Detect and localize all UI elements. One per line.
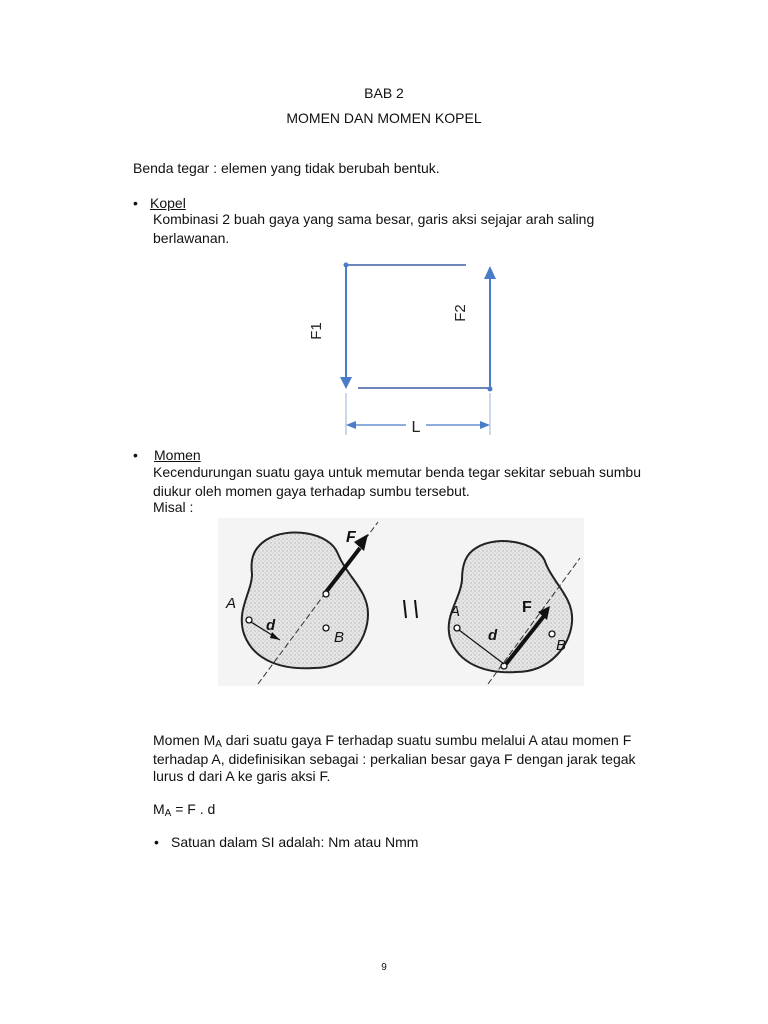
bottom-right-point bbox=[488, 387, 493, 392]
kopel-description-line2: berlawanan. bbox=[153, 230, 230, 246]
momen-bullet: • bbox=[133, 447, 138, 463]
left-force-label: F bbox=[346, 529, 356, 546]
right-force-label: F bbox=[522, 599, 532, 616]
moment-def-pre: Momen M bbox=[153, 732, 216, 748]
top-left-point bbox=[344, 263, 349, 268]
dim-left-arrowhead bbox=[346, 421, 356, 429]
f1-label: F1 bbox=[308, 322, 325, 340]
si-unit-note: Satuan dalam SI adalah: Nm atau Nmm bbox=[171, 834, 419, 850]
moment-def-sub: A bbox=[215, 739, 222, 750]
f1-arrowhead bbox=[340, 377, 352, 389]
couple-diagram bbox=[300, 255, 510, 440]
moment-def-post: dari suatu gaya F terhadap suatu sumbu melalui A atau momen F bbox=[221, 732, 632, 748]
f2-arrowhead bbox=[484, 266, 496, 279]
dim-right-arrowhead bbox=[480, 421, 490, 429]
right-label-d: d bbox=[488, 627, 498, 644]
moment-definition-line2: terhadap A, didefinisikan sebagai : perkalian besar gaya F dengan jarak tegak bbox=[153, 751, 636, 767]
moment-definition-line3: lurus d dari A ke garis aksi F. bbox=[153, 768, 331, 784]
length-label: L bbox=[411, 419, 421, 436]
f2-label: F2 bbox=[452, 304, 469, 322]
formula-sub: A bbox=[164, 808, 172, 819]
unit-bullet: • bbox=[154, 834, 159, 850]
left-label-a: A bbox=[226, 595, 237, 612]
momen-heading-text: Momen bbox=[154, 447, 201, 463]
chapter-title: MOMEN DAN MOMEN KOPEL bbox=[286, 110, 482, 126]
page-number: 9 bbox=[381, 962, 387, 973]
chapter-label: BAB 2 bbox=[364, 85, 404, 101]
right-label-a: A bbox=[450, 603, 461, 620]
kopel-heading-text: Kopel bbox=[150, 195, 186, 211]
kopel-description-line1: Kombinasi 2 buah gaya yang sama besar, garis aksi sejajar arah saling bbox=[153, 211, 595, 227]
right-label-b: B bbox=[556, 637, 567, 654]
misal-label: Misal : bbox=[153, 499, 194, 515]
formula-post: = F . d bbox=[171, 801, 216, 817]
momen-description-line1: Kecendurungan suatu gaya untuk memutar benda tegar sekitar sebuah sumbu bbox=[153, 464, 641, 480]
momen-description-line2: diukur oleh momen gaya terhadap sumbu tersebut. bbox=[153, 483, 470, 499]
moment-formula bbox=[153, 800, 215, 823]
right-point-b bbox=[549, 631, 555, 637]
left-label-b: B bbox=[334, 629, 345, 646]
kopel-bullet: • bbox=[133, 195, 138, 211]
moment-figure bbox=[218, 518, 584, 686]
left-label-d: d bbox=[266, 617, 276, 634]
left-point-on-line bbox=[323, 591, 329, 597]
left-point-b bbox=[323, 625, 329, 631]
rigid-body-definition: Benda tegar : elemen yang tidak berubah bentuk. bbox=[133, 160, 440, 176]
formula-pre: M bbox=[153, 801, 165, 817]
